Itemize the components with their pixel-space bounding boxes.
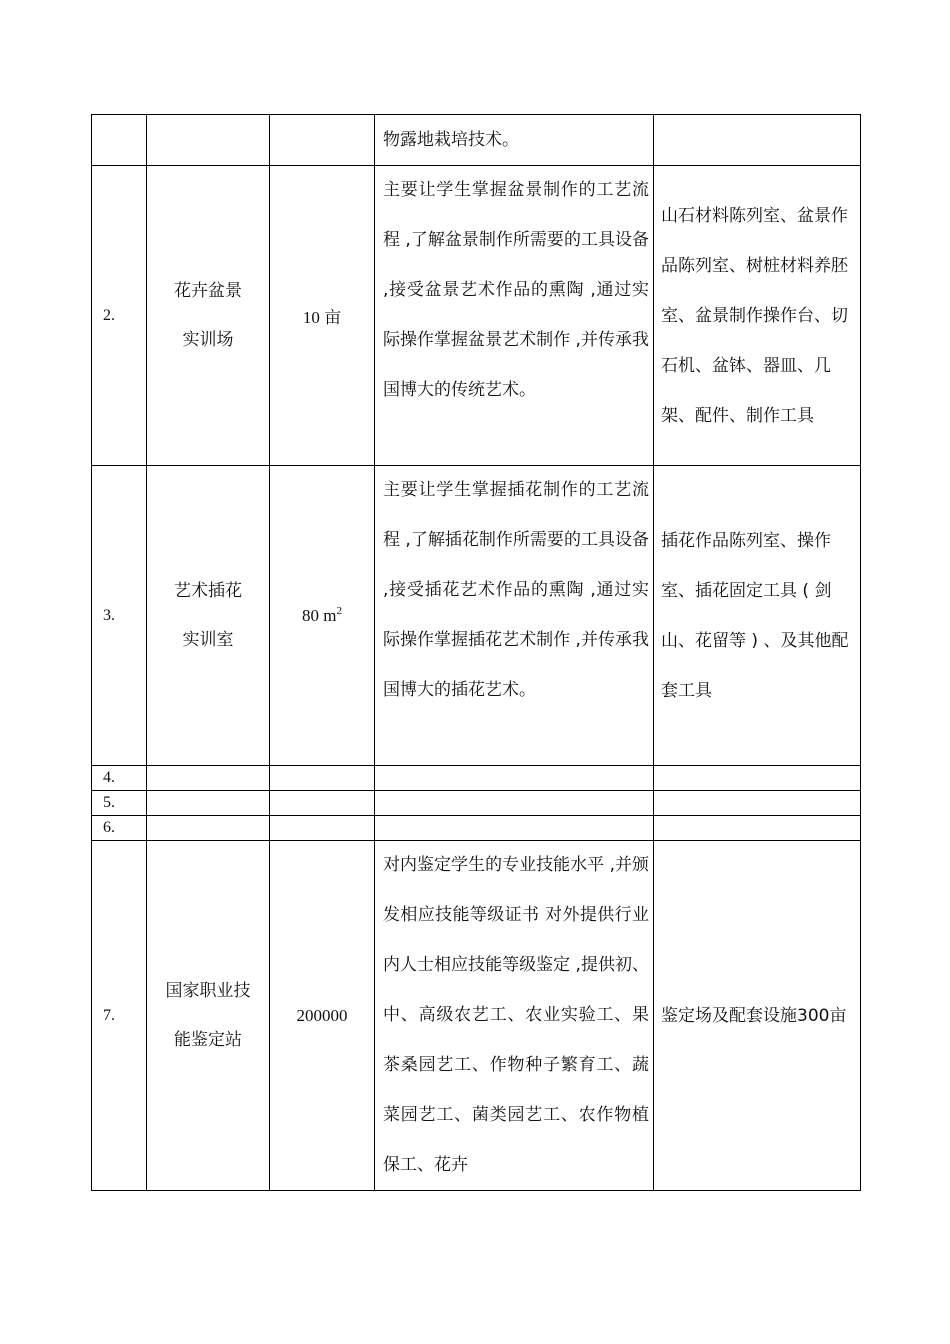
table-row xyxy=(92,791,861,816)
row-number xyxy=(92,115,147,166)
facility-name-line: 国家职业技 xyxy=(165,980,251,1001)
facility-name xyxy=(147,466,270,766)
row-number: 2. xyxy=(92,166,147,466)
facility-description: 主要让学生掌握盆景制作的工艺流程 ,了解盆景制作所需要的工具设备 ,接受盆景艺术作品的熏陶 ,通过实际操作掌握盆景艺术制作 ,并传承我国博大的传统艺术。 xyxy=(375,166,654,466)
facility-equipment: 山石材料陈列室、盆景作品陈列室、树桩材料养胚室、盆景制作操作台、切石机、盆钵、器皿、几架、配件、制作工具 xyxy=(654,166,861,466)
table-row xyxy=(92,841,861,1191)
area-superscript: 2 xyxy=(336,605,342,617)
table-row xyxy=(92,766,861,791)
facility-name xyxy=(147,766,270,791)
row-number: 6. xyxy=(92,816,147,841)
facility-name-line: 实训场 xyxy=(182,329,234,350)
row-number: 5. xyxy=(92,791,147,816)
facility-equipment: 鉴定场及配套设施300亩 xyxy=(654,841,861,1191)
table-row xyxy=(92,466,861,766)
row-number: 7. xyxy=(92,841,147,1191)
facility-area xyxy=(270,816,375,841)
facility-equipment xyxy=(654,816,861,841)
row-number: 3. xyxy=(92,466,147,766)
facility-equipment: 插花作品陈列室、操作室、插花固定工具 ( 剑山、花留等 ) 、及其他配套工具 xyxy=(654,466,861,766)
facility-name xyxy=(147,115,270,166)
table-row xyxy=(92,115,861,166)
facility-name-line: 实训室 xyxy=(182,629,234,650)
facilities-table xyxy=(91,114,861,1191)
facility-description: 物露地栽培技术。 xyxy=(375,115,654,166)
facility-area xyxy=(270,766,375,791)
facility-description: 对内鉴定学生的专业技能水平 ,并颁发相应技能等级证书 对外提供行业内人士相应技能等级鉴定 ,提供初、中、高级农艺工、农业实验工、果茶桑园艺工、作物种子繁育工、蔬菜园艺工、菌类园艺工、农作物植保工、花卉 xyxy=(375,841,654,1191)
area-value: 80 m xyxy=(302,606,337,625)
facility-name xyxy=(147,166,270,466)
facility-area: 200000 xyxy=(270,841,375,1191)
facility-area xyxy=(270,115,375,166)
facility-name xyxy=(147,841,270,1191)
row-number: 4. xyxy=(92,766,147,791)
facility-description xyxy=(375,766,654,791)
facility-area xyxy=(270,791,375,816)
facility-description xyxy=(375,816,654,841)
facility-equipment xyxy=(654,115,861,166)
table-row xyxy=(92,166,861,466)
facility-equipment xyxy=(654,766,861,791)
facility-area: 10 亩 xyxy=(270,166,375,466)
facility-description: 主要让学生掌握插花制作的工艺流程 ,了解插花制作所需要的工具设备 ,接受插花艺术作品的熏陶 ,通过实际操作掌握插花艺术制作 ,并传承我国博大的插花艺术。 xyxy=(375,466,654,766)
facility-name xyxy=(147,816,270,841)
facility-name-line: 花卉盆景 xyxy=(174,280,242,301)
facility-equipment xyxy=(654,791,861,816)
facility-name-line: 能鉴定站 xyxy=(174,1029,242,1050)
table-row xyxy=(92,816,861,841)
facility-name xyxy=(147,791,270,816)
facility-description xyxy=(375,791,654,816)
facility-name-line: 艺术插花 xyxy=(174,580,242,601)
facility-area xyxy=(270,466,375,766)
